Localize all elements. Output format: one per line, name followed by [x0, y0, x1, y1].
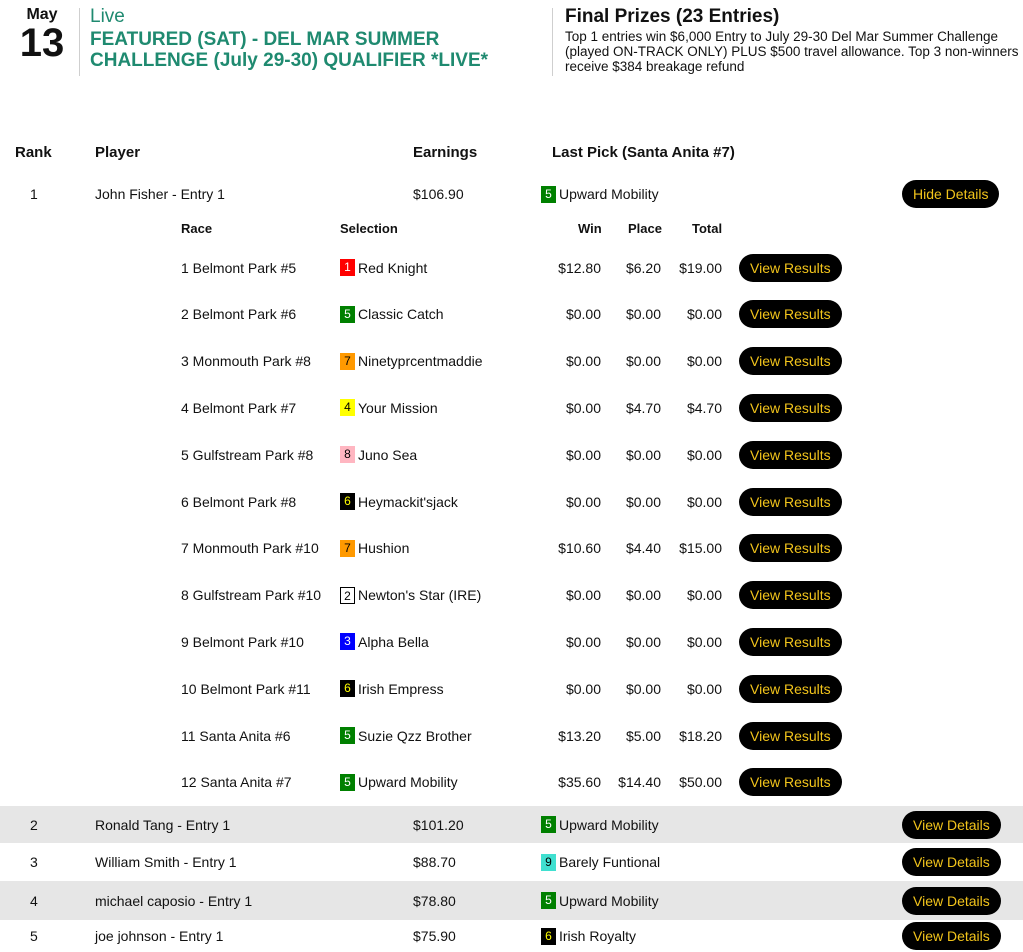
race-detail-row	[0, 384, 1023, 431]
horse-name: Newton's Star (IRE)	[358, 587, 482, 604]
view-results-button-label[interactable]: View Results	[739, 722, 842, 750]
prizes-info	[565, 7, 1020, 74]
selection	[340, 384, 438, 431]
player-name: joe johnson - Entry 1	[95, 928, 224, 944]
place-payout: $14.40	[618, 774, 661, 791]
detail-header-selection: Selection	[340, 221, 398, 236]
view-details-button-label[interactable]: View Details	[902, 811, 1001, 839]
view-results-button-label[interactable]: View Results	[739, 254, 842, 282]
race-name: 4 Belmont Park #7	[181, 399, 297, 416]
horse-name: Barely Funtional	[559, 854, 661, 870]
last-pick	[541, 920, 636, 952]
place-payout: $6.20	[625, 259, 661, 276]
horse-name: Irish Royalty	[559, 928, 637, 944]
race-detail-row	[0, 712, 1023, 759]
view-details-button[interactable]	[902, 843, 1001, 881]
horse-name: Irish Empress	[358, 680, 444, 697]
view-results-button[interactable]	[739, 478, 842, 525]
selection	[340, 291, 444, 338]
place-payout: $4.40	[625, 540, 661, 557]
prizes-description: Top 1 entries win $6,000 Entry to July 29-30 Del Mar Summer Challenge (played ON-TRACK ONLY) PLUS $500 travel allowance. Top 3 non-winners receive $384 breakage refund	[565, 29, 1019, 74]
race-detail-row	[0, 244, 1023, 291]
horse-name: Upward Mobility	[559, 186, 659, 202]
player-rank: 4	[30, 892, 38, 909]
horse-name: Alpha Bella	[358, 633, 429, 650]
last-pick	[541, 176, 659, 212]
total-payout: $50.00	[679, 774, 722, 791]
post-position-badge: 5	[340, 306, 355, 323]
post-position-badge: 6	[541, 928, 556, 945]
total-payout: $0.00	[686, 353, 722, 370]
view-results-button-label[interactable]: View Results	[739, 768, 842, 796]
place-payout: $0.00	[625, 493, 661, 510]
win-payout: $0.00	[565, 587, 601, 604]
post-position-badge: 5	[340, 774, 355, 791]
win-payout: $0.00	[565, 446, 601, 463]
place-payout: $0.00	[625, 680, 661, 697]
detail-header-place: Place	[628, 221, 662, 236]
detail-header-race: Race	[181, 221, 213, 236]
view-results-button-label[interactable]: View Results	[739, 488, 842, 516]
last-pick	[541, 843, 660, 881]
view-results-button[interactable]	[739, 572, 842, 619]
race-name: 12 Santa Anita #7	[181, 774, 292, 791]
leaderboard-row	[0, 806, 1023, 843]
horse-name: Classic Catch	[358, 306, 444, 323]
total-payout: $0.00	[686, 306, 722, 323]
player-rank: 5	[30, 928, 38, 944]
post-position-badge: 7	[340, 540, 355, 557]
selection	[340, 244, 427, 291]
player-rank: 2	[30, 816, 38, 833]
place-payout: $5.00	[625, 727, 661, 744]
total-payout: $0.00	[686, 446, 722, 463]
contest-date	[12, 6, 72, 64]
race-name: 5 Gulfstream Park #8	[181, 446, 314, 463]
selection	[340, 759, 458, 806]
view-results-button-label[interactable]: View Results	[739, 628, 842, 656]
player-name: John Fisher - Entry 1	[95, 186, 225, 202]
player-rank: 1	[30, 186, 38, 202]
race-name: 7 Monmouth Park #10	[181, 540, 319, 557]
leaderboard-row	[0, 920, 1023, 952]
horse-name: Red Knight	[358, 259, 428, 276]
horse-name: Upward Mobility	[559, 816, 659, 833]
horse-name: Ninetyprcentmaddie	[358, 353, 483, 370]
race-name: 6 Belmont Park #8	[181, 493, 297, 510]
last-pick	[541, 806, 659, 843]
selection	[340, 572, 481, 619]
prizes-title: Final Prizes (23 Entries)	[565, 6, 780, 27]
view-results-button-label[interactable]: View Results	[739, 300, 842, 328]
divider	[79, 8, 80, 76]
selection	[340, 618, 429, 665]
post-position-badge: 4	[340, 399, 355, 416]
race-detail-row	[0, 291, 1023, 338]
total-payout: $0.00	[686, 680, 722, 697]
selection	[340, 712, 472, 759]
race-name: 9 Belmont Park #10	[181, 633, 304, 650]
win-payout: $12.80	[558, 259, 601, 276]
place-payout: $4.70	[625, 399, 661, 416]
horse-name: Suzie Qzz Brother	[358, 727, 472, 744]
post-position-badge: 5	[541, 892, 556, 909]
win-payout: $0.00	[565, 399, 601, 416]
horse-name: Upward Mobility	[358, 774, 458, 791]
place-payout: $0.00	[625, 306, 661, 323]
event-title: FEATURED (SAT) - DEL MAR SUMMER CHALLENGE (July 29-30) QUALIFIER *LIVE*	[90, 29, 489, 71]
post-position-badge: 5	[340, 727, 355, 744]
race-detail-row	[0, 572, 1023, 619]
win-payout: $0.00	[565, 353, 601, 370]
post-position-badge: 1	[340, 259, 355, 276]
view-results-button-label[interactable]: View Results	[739, 441, 842, 469]
race-name: 11 Santa Anita #6	[181, 727, 291, 744]
selection	[340, 478, 458, 525]
post-position-badge: 2	[340, 587, 355, 604]
race-detail-row	[0, 618, 1023, 665]
horse-name: Hushion	[358, 540, 410, 557]
post-position-badge: 7	[340, 353, 355, 370]
race-detail-row	[0, 759, 1023, 806]
selection	[340, 525, 409, 572]
place-payout: $0.00	[625, 446, 661, 463]
view-details-button-label[interactable]: View Details	[902, 887, 1001, 915]
column-header-player: Player	[95, 144, 141, 161]
horse-name: Your Mission	[358, 399, 438, 416]
post-position-badge: 3	[340, 633, 355, 650]
total-payout: $4.70	[686, 399, 722, 416]
column-header-last-pick: Last Pick (Santa Anita #7)	[552, 144, 735, 161]
race-detail-row	[0, 525, 1023, 572]
divider	[552, 8, 553, 76]
view-results-button[interactable]	[739, 712, 842, 759]
post-position-badge: 8	[340, 446, 355, 463]
date-month: May	[26, 6, 58, 23]
view-details-button-label[interactable]: View Details	[902, 848, 1001, 876]
player-name: michael caposio - Entry 1	[95, 892, 253, 909]
detail-header-win: Win	[578, 221, 602, 236]
player-earnings: $106.90	[413, 186, 464, 202]
player-earnings: $78.80	[413, 892, 456, 909]
column-header-earnings: Earnings	[413, 144, 478, 161]
race-name: 8 Gulfstream Park #10	[181, 587, 322, 604]
leaderboard-row	[0, 176, 1023, 212]
selection	[340, 338, 483, 385]
view-results-button-label[interactable]: View Results	[739, 581, 842, 609]
win-payout: $0.00	[565, 493, 601, 510]
horse-name: Juno Sea	[358, 446, 418, 463]
view-results-button[interactable]	[739, 431, 842, 478]
player-name: Ronald Tang - Entry 1	[95, 816, 231, 833]
event-info	[90, 7, 540, 71]
hide-details-button-label[interactable]: Hide Details	[902, 180, 999, 208]
detail-header-total: Total	[692, 221, 723, 236]
view-results-button[interactable]	[739, 291, 842, 338]
horse-name: Heymackit'sjack	[358, 493, 458, 510]
race-name: 1 Belmont Park #5	[181, 259, 297, 276]
view-details-button[interactable]	[902, 881, 1001, 920]
race-name: 2 Belmont Park #6	[181, 306, 297, 323]
win-payout: $0.00	[565, 680, 601, 697]
last-pick	[541, 881, 659, 920]
view-results-button-label[interactable]: View Results	[739, 394, 842, 422]
win-payout: $13.20	[558, 727, 601, 744]
selection	[340, 431, 417, 478]
player-earnings: $101.20	[413, 816, 464, 833]
view-results-button-label[interactable]: View Results	[739, 347, 842, 375]
column-header-rank: Rank	[15, 144, 52, 161]
total-payout: $0.00	[686, 633, 722, 650]
view-results-button-label[interactable]: View Results	[739, 534, 842, 562]
view-details-button[interactable]	[902, 920, 1001, 952]
contest-header	[0, 0, 1023, 110]
view-results-button[interactable]	[739, 665, 842, 712]
post-position-badge: 5	[541, 186, 556, 203]
view-results-button[interactable]	[739, 384, 842, 431]
post-position-badge: 5	[541, 816, 556, 833]
total-payout: $19.00	[679, 259, 722, 276]
view-results-button[interactable]	[739, 338, 842, 385]
win-payout: $10.60	[558, 540, 601, 557]
total-payout: $0.00	[686, 587, 722, 604]
win-payout: $0.00	[565, 306, 601, 323]
win-payout: $35.60	[558, 774, 601, 791]
view-details-button-label[interactable]: View Details	[902, 922, 1001, 950]
player-earnings: $75.90	[413, 928, 456, 944]
total-payout: $18.20	[679, 727, 722, 744]
view-results-button-label[interactable]: View Results	[739, 675, 842, 703]
place-payout: $0.00	[625, 587, 661, 604]
race-detail-row	[0, 665, 1023, 712]
win-payout: $0.00	[565, 633, 601, 650]
selection	[340, 665, 444, 712]
post-position-badge: 6	[340, 493, 355, 510]
live-status: Live	[90, 6, 125, 27]
place-payout: $0.00	[625, 353, 661, 370]
leaderboard-row	[0, 843, 1023, 881]
race-detail-row	[0, 338, 1023, 385]
hide-details-button[interactable]	[902, 176, 999, 212]
post-position-badge: 6	[340, 680, 355, 697]
view-results-button[interactable]	[739, 244, 842, 291]
race-name: 10 Belmont Park #11	[181, 680, 311, 697]
view-results-button[interactable]	[739, 525, 842, 572]
place-payout: $0.00	[625, 633, 661, 650]
race-detail-row	[0, 478, 1023, 525]
total-payout: $0.00	[686, 493, 722, 510]
post-position-badge: 9	[541, 854, 556, 871]
race-detail-row	[0, 431, 1023, 478]
player-earnings: $88.70	[413, 854, 456, 870]
race-name: 3 Monmouth Park #8	[181, 353, 311, 370]
horse-name: Upward Mobility	[559, 892, 659, 909]
player-rank: 3	[30, 854, 38, 870]
player-name: William Smith - Entry 1	[95, 854, 237, 870]
view-results-button[interactable]	[739, 618, 842, 665]
view-details-button[interactable]	[902, 806, 1001, 843]
total-payout: $15.00	[679, 540, 722, 557]
date-day: 13	[19, 21, 65, 65]
view-results-button[interactable]	[739, 759, 842, 806]
leaderboard-row	[0, 881, 1023, 920]
